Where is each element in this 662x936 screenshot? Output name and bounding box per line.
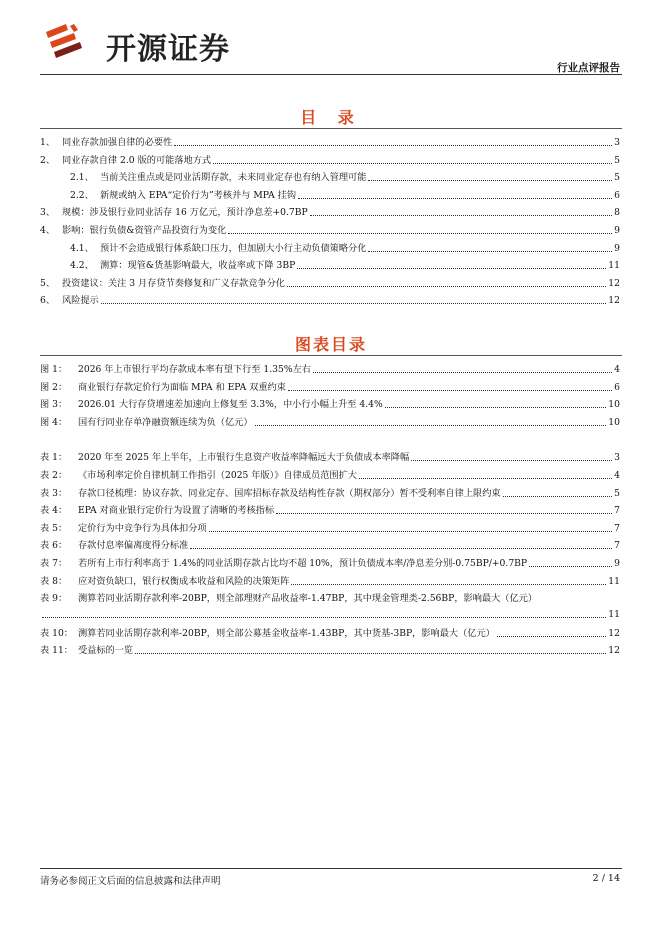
entry-title: 2020 年至 2025 年上半年，上市银行生息资产收益率降幅远大于负债成本率降幅	[78, 452, 410, 463]
dot-leader	[368, 180, 612, 181]
company-logo	[40, 18, 260, 68]
entry-number: 2.1、	[70, 172, 94, 183]
dot-leader	[385, 407, 607, 408]
entry-number: 表 2：	[40, 470, 68, 481]
report-type-label: 行业点评报告	[557, 62, 620, 74]
entry-title: 风险提示	[62, 295, 99, 306]
entry-page-number: 11	[608, 609, 620, 620]
entry-title: 预计不会造成银行体系缺口压力，但加剧大小行主动负债策略分化	[100, 243, 367, 254]
entry-title: 测算：现管&货基影响最大，收益率或下降 3BP	[100, 260, 296, 271]
dot-leader	[310, 215, 612, 216]
toc-entry[interactable]	[40, 523, 620, 535]
dot-leader	[529, 566, 612, 567]
entry-page-number: 6	[614, 382, 620, 393]
entry-page-number: 10	[608, 417, 620, 428]
entry-title: 存款付息率偏离度得分标准	[78, 540, 189, 551]
dot-leader	[497, 636, 606, 637]
entry-page-number: 4	[614, 470, 620, 481]
toc-entry[interactable]	[40, 505, 620, 517]
entry-title: 若所有上市行利率高于 1.4%的同业活期存款占比均不超 10%，预计负债成本率/净息差分别-0.75BP/+0.7BP	[78, 558, 528, 569]
entry-page-number: 8	[614, 207, 620, 218]
entry-number: 表 3：	[40, 488, 68, 499]
entry-title: 存款口径梳理：协议存款、同业定存、国库招标存款及结构性存款（期权部分）暂不受利率自律上限约束	[78, 488, 501, 499]
entry-page-number: 5	[614, 155, 620, 166]
dot-leader	[291, 584, 606, 585]
dot-leader	[213, 163, 612, 164]
entry-page-number: 3	[614, 137, 620, 148]
dot-leader	[368, 251, 612, 252]
entry-number: 4.2、	[70, 260, 94, 271]
entry-page-number: 10	[608, 399, 620, 410]
toc-entry[interactable]	[40, 470, 620, 482]
footer-divider	[40, 868, 622, 869]
entry-title: 国有行同业存单净融资额连续为负（亿元）	[78, 417, 253, 428]
toc-entry[interactable]	[40, 155, 620, 167]
figures-title: 图表目录	[294, 335, 367, 354]
entry-page-number: 11	[608, 576, 620, 587]
toc-entry[interactable]	[40, 452, 620, 464]
entry-page-number: 12	[608, 295, 620, 306]
dot-leader	[174, 145, 612, 146]
entry-title: 受益标的一览	[78, 645, 134, 656]
entry-number: 3、	[40, 207, 56, 218]
entry-number: 表 4：	[40, 505, 68, 516]
entry-title: 影响：银行负债&资管产品投资行为变化	[62, 225, 227, 236]
entry-number: 图 4：	[40, 417, 68, 428]
entry-title: 投资建议：关注 3 月存贷节奏修复和广义存款竞争分化	[62, 278, 285, 289]
header-divider	[40, 74, 622, 75]
entry-page-number: 9	[614, 225, 620, 236]
toc-entry[interactable]	[70, 260, 620, 272]
entry-title: 同业存款自律 2.0 版的可能落地方式	[62, 155, 212, 166]
entry-number: 2、	[40, 155, 56, 166]
dot-leader	[101, 303, 607, 304]
dot-leader	[297, 268, 606, 269]
entry-title: 2026.01 大行存贷增速差加速向上修复至 3.3%，中小行小幅上升至 4.4%	[78, 399, 383, 410]
toc-entry[interactable]	[40, 207, 620, 219]
entry-title: 同业存款加强自律的必要性	[62, 137, 173, 148]
toc-entry[interactable]	[70, 172, 620, 184]
entry-number: 表 8：	[40, 576, 68, 587]
figures-title-divider	[40, 355, 622, 356]
toc-entry-continuation	[40, 609, 620, 621]
toc-entry[interactable]	[40, 628, 620, 640]
entry-title: 当前关注重点或是同业活期存款，未来同业定存也有纳入管理可能	[100, 172, 367, 183]
entry-page-number: 5	[614, 172, 620, 183]
entry-number: 图 2：	[40, 382, 68, 393]
dot-leader	[411, 460, 612, 461]
dot-leader	[209, 531, 613, 532]
entry-page-number: 9	[614, 558, 620, 569]
entry-title: 定价行为中竞争行为具体扣分项	[78, 523, 207, 534]
dot-leader	[190, 548, 612, 549]
entry-number: 表 10：	[40, 628, 73, 639]
entry-page-number: 6	[614, 190, 620, 201]
entry-number: 表 1：	[40, 452, 68, 463]
entry-title: 测算若同业活期存款利率-20BP，则全部公募基金收益率-1.43BP，其中货基-3BP，影响最大（亿元）	[78, 628, 495, 639]
entry-number: 6、	[40, 295, 56, 306]
toc-entry[interactable]	[40, 417, 620, 429]
toc-entry[interactable]	[40, 576, 620, 588]
toc-entry[interactable]	[40, 399, 620, 411]
logo-text: 开源证券	[106, 32, 230, 67]
toc-entry[interactable]	[40, 278, 620, 290]
entry-number: 4.1、	[70, 243, 94, 254]
toc-entry[interactable]	[70, 190, 620, 202]
dot-leader	[135, 653, 606, 654]
entry-title: EPA 对商业银行定价行为设置了清晰的考核指标	[78, 505, 275, 516]
dot-leader	[228, 233, 612, 234]
entry-number: 表 7：	[40, 558, 68, 569]
toc-title: 目 录	[300, 108, 362, 127]
toc-entry[interactable]	[40, 295, 620, 307]
entry-title: 规模：涉及银行业同业活存 16 万亿元，预计净息差+0.7BP	[62, 207, 308, 218]
toc-title-divider	[40, 128, 622, 129]
entry-title: 应对资负缺口，银行权衡成本收益和风险的决策矩阵	[78, 576, 290, 587]
entry-page-number: 12	[608, 278, 620, 289]
entry-number: 表 9：	[40, 593, 68, 604]
entry-page-number: 5	[614, 488, 620, 499]
toc-entry[interactable]	[40, 137, 620, 149]
dot-leader	[298, 198, 612, 199]
logo-mark-icon	[40, 18, 100, 68]
dot-leader	[288, 390, 612, 391]
entry-page-number: 9	[614, 243, 620, 254]
entry-number: 图 3：	[40, 399, 68, 410]
toc-entry[interactable]	[40, 364, 620, 376]
entry-title: 《市场利率定价自律机制工作指引（2025 年版）》自律成员范围扩大	[78, 470, 357, 481]
toc-entry[interactable]	[40, 225, 620, 237]
toc-entry[interactable]	[40, 645, 620, 657]
footer-disclaimer: 请务必参阅正文后面的信息披露和法律声明	[40, 876, 221, 887]
entry-number: 图 1：	[40, 364, 68, 375]
entry-number: 表 11：	[40, 645, 73, 656]
dot-leader	[359, 478, 612, 479]
toc-entry[interactable]	[40, 382, 620, 394]
entry-number: 2.2、	[70, 190, 94, 201]
toc-entry[interactable]	[40, 488, 620, 500]
dot-leader	[313, 372, 612, 373]
entry-number: 表 5：	[40, 523, 68, 534]
entry-page-number: 7	[614, 505, 620, 516]
entry-page-number: 7	[614, 540, 620, 551]
entry-title: 2026 年上市银行平均存款成本率有望下行至 1.35%左右	[78, 364, 311, 375]
entry-page-number: 11	[608, 260, 620, 271]
dot-leader	[276, 513, 612, 514]
entry-number: 表 6：	[40, 540, 68, 551]
page-number: 2 / 14	[592, 873, 620, 884]
entry-page-number: 12	[608, 645, 620, 656]
entry-title: 测算若同业活期存款利率-20BP，则全部理财产品收益率-1.47BP，其中现金管理类-2.56BP，影响最大（亿元）	[78, 593, 538, 604]
entry-title: 新规或纳入 EPA“定价行为”考核并与 MPA 挂钩	[100, 190, 297, 201]
toc-entry[interactable]	[40, 593, 620, 605]
entry-number: 1、	[40, 137, 56, 148]
entry-number: 5、	[40, 278, 56, 289]
entry-number: 4、	[40, 225, 56, 236]
dot-leader	[503, 496, 613, 497]
entry-title: 商业银行存款定价行为面临 MPA 和 EPA 双重约束	[78, 382, 286, 393]
dot-leader	[42, 617, 606, 618]
entry-page-number: 12	[608, 628, 620, 639]
toc-entry[interactable]	[40, 558, 620, 570]
entry-page-number: 7	[614, 523, 620, 534]
toc-entry[interactable]	[40, 540, 620, 552]
entry-page-number: 3	[614, 452, 620, 463]
toc-entry[interactable]	[70, 243, 620, 255]
dot-leader	[255, 425, 607, 426]
dot-leader	[287, 286, 606, 287]
entry-page-number: 4	[614, 364, 620, 375]
